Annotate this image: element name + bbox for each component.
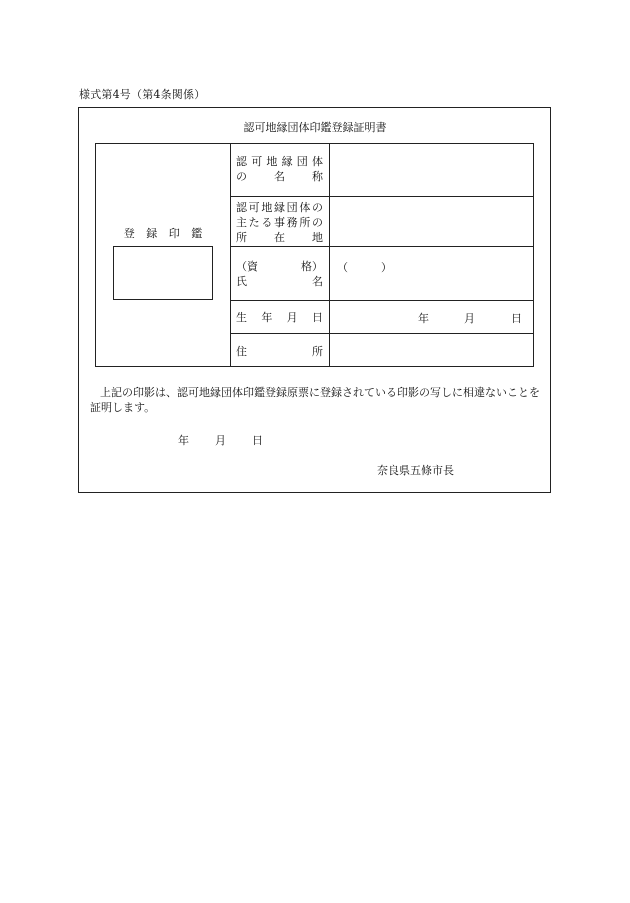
label-char: 住 — [236, 345, 247, 358]
label-char: 日 — [311, 311, 323, 324]
seal-label — [96, 225, 230, 241]
label-char: 所 — [236, 231, 247, 244]
label-char: 氏 — [236, 275, 247, 288]
issue-month-label: 月 — [215, 434, 226, 447]
table-divider-row-2 — [230, 246, 534, 247]
label-char: 所 — [312, 345, 323, 358]
seal-label-char: 鑑 — [191, 227, 203, 240]
label-birthdate — [236, 310, 323, 325]
seal-label-char: 印 — [168, 227, 180, 240]
label-address — [236, 344, 323, 359]
label-char: 月 — [286, 311, 298, 324]
issue-date — [178, 432, 263, 448]
label-line — [236, 344, 323, 359]
label-office-address — [236, 200, 323, 245]
table-divider-row-3 — [230, 300, 534, 301]
seal-label-char: 登 — [123, 227, 135, 240]
label-char: 在 — [274, 231, 285, 244]
label-char: 年 — [261, 311, 273, 324]
label-line — [236, 310, 323, 325]
birth-day-label: 日 — [511, 312, 522, 325]
label-char: 名 — [312, 275, 323, 288]
label-part: 格） — [301, 260, 323, 273]
certification-text: 上記の印影は、認可地縁団体印鑑登録原票に登録されている印影の写しに相違ないことを証明します。 — [90, 386, 540, 414]
label-part: （資 — [236, 260, 258, 273]
birth-year-label: 年 — [418, 312, 429, 325]
label-char: 地 — [312, 231, 323, 244]
issue-day-label: 日 — [252, 434, 263, 447]
form-number: 様式第4号（第4条関係） — [79, 88, 206, 101]
label-line — [236, 259, 323, 274]
label-line: 認可地縁団体 — [236, 155, 323, 168]
issuer-name: 奈良県五條市長 — [377, 464, 454, 477]
label-line — [236, 274, 323, 289]
label-line — [236, 169, 323, 184]
label-char: の — [236, 170, 247, 183]
document-title: 認可地縁団体印鑑登録証明書 — [243, 121, 387, 134]
label-line: 主たる事務所の — [236, 216, 323, 229]
label-line: 認可地縁団体の — [236, 201, 323, 214]
label-char: 生 — [236, 311, 247, 324]
table-divider-row-4 — [230, 333, 534, 334]
seal-impression-box — [113, 246, 213, 300]
label-line — [236, 230, 323, 245]
issue-year-label: 年 — [178, 434, 189, 447]
seal-label-char: 録 — [146, 227, 158, 240]
representative-title-field: （ ） — [337, 261, 392, 274]
birth-month-label: 月 — [464, 312, 475, 325]
label-organization-name — [236, 154, 323, 184]
label-char: 名 — [274, 170, 285, 183]
table-divider-row-1 — [230, 196, 534, 197]
label-representative — [236, 259, 323, 289]
label-char: 称 — [312, 170, 323, 183]
